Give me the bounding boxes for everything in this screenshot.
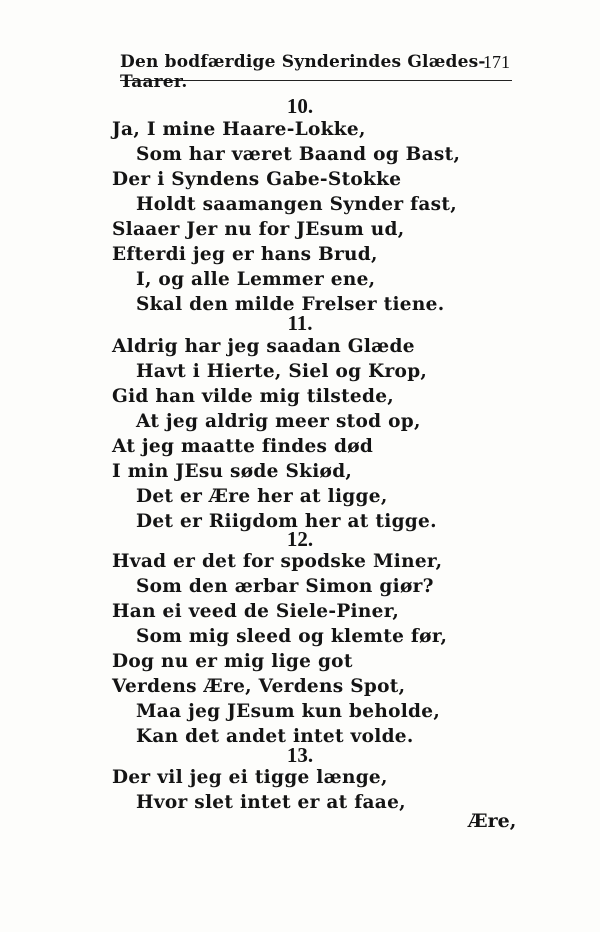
stanza-number: 12.	[286, 527, 314, 551]
verse-line: Som mig sleed og klemte før,	[136, 626, 448, 647]
verse-line: At jeg maatte findes død	[112, 436, 374, 457]
verse-line: Hvor slet intet er at faae,	[136, 792, 406, 813]
page-number: 171	[483, 52, 510, 72]
verse-line: Hvad er det for spodske Miner,	[112, 551, 443, 572]
verse-line: Gid han vilde mig tilstede,	[112, 386, 395, 407]
verse-line: Dog nu er mig lige got	[112, 651, 353, 672]
verse-line: Aldrig har jeg saadan Glæde	[112, 336, 415, 357]
verse-line: Ja, I mine Haare-Lokke,	[112, 119, 366, 140]
verse-line: Efterdi jeg er hans Brud,	[112, 244, 378, 265]
verse-line: Holdt saamangen Synder fast,	[136, 194, 457, 215]
verse-line: I min JEsu søde Skiød,	[112, 461, 353, 482]
verse-line: I, og alle Lemmer ene,	[136, 269, 376, 290]
verse-line: At jeg aldrig meer stod op,	[136, 411, 421, 432]
stanza-number: 13.	[286, 743, 314, 767]
stanza-number: 11.	[287, 311, 313, 335]
verse-line: Kan det andet intet volde.	[136, 726, 414, 747]
verse-line: Som den ærbar Simon giør?	[136, 576, 434, 597]
catchword: Ære,	[468, 810, 517, 832]
verse-line: Maa jeg JEsum kun beholde,	[136, 701, 441, 722]
verse-line: Han ei veed de Siele-Piner,	[112, 601, 400, 622]
verse-line: Slaaer Jer nu for JEsum ud,	[112, 219, 405, 240]
running-title: Den bodfærdige Synderindes Glædes-Taarer.	[120, 52, 486, 92]
verse-line: Skal den milde Frelser tiene.	[136, 294, 445, 315]
verse-line: Havt i Hierte, Siel og Krop,	[136, 361, 428, 382]
verse-line: Det er Ære her at ligge,	[136, 486, 388, 507]
verse-line: Der i Syndens Gabe-Stokke	[112, 169, 402, 190]
running-header	[120, 50, 512, 92]
verse-line: Verdens Ære, Verdens Spot,	[112, 676, 406, 697]
stanza-number: 10.	[286, 94, 314, 118]
verse-line: Der vil jeg ei tigge længe,	[112, 767, 388, 788]
verse-line: Det er Riigdom her at tigge.	[136, 511, 437, 532]
verse-line: Som har været Baand og Bast,	[136, 144, 461, 165]
